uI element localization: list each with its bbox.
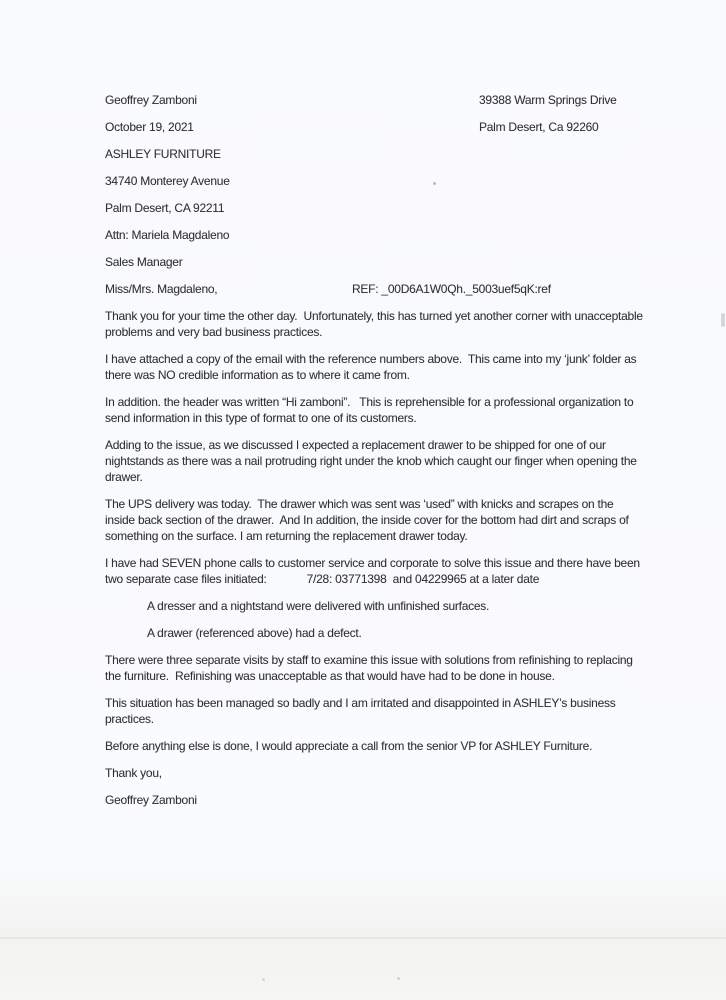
recipient-street: 34740 Monterey Avenue [105, 174, 230, 188]
letter-paragraph: I have attached a copy of the email with the reference numbers above. This came into my ‘junk’ folder as there was NO credible information as to where it came from. [105, 352, 640, 382]
scan-artifact-mark [156, 799, 158, 803]
letter-content [105, 92, 645, 819]
scan-artifact-dot [397, 977, 400, 980]
case-files-intro: I have had SEVEN phone calls to customer service and corporate to solve this issue and there have been two separate case files initiated: [105, 556, 643, 586]
attention-title: Sales Manager [105, 255, 183, 269]
letter-paragraph: This situation has been managed so badly and I am irritated and disappointed in ASHLEY’s business practices. [105, 696, 619, 726]
sender-street: 39388 Warm Springs Drive [479, 93, 617, 107]
letter-paragraph: In addition. the header was written “Hi zamboni”. This is reprehensible for a professional organization to send information in this type of format to one of its customers. [105, 395, 637, 425]
scan-artifact-dot [262, 978, 265, 981]
sender-return-address [479, 92, 649, 146]
letter-paragraph: There were three separate visits by staff to examine this issue with solutions from refinishing to replacing the furniture. Refinishing was unacceptable as that would have had to be done in house. [105, 653, 636, 683]
letter-paragraph: Before anything else is done, I would appreciate a call from the senior VP for ASHLEY Furniture. [105, 739, 593, 753]
letter-date: October 19, 2021 [105, 120, 194, 134]
sender-name: Geoffrey Zamboni [105, 93, 197, 107]
scan-artifact-dot [433, 182, 436, 185]
scan-artifact-edge-mark [721, 313, 725, 327]
letter-paragraph: Adding to the issue, as we discussed I expected a replacement drawer to be shipped for one of our nightstands as there was a nail protruding right under the knob which caught our finger when opening the drawer. [105, 438, 640, 484]
signature-name: Geoffrey Zamboni [105, 793, 197, 807]
closing: Thank you, [105, 766, 162, 780]
issue-item: A dresser and a nightstand were delivered with unfinished surfaces. [147, 599, 490, 613]
scan-artifact-streak [0, 937, 726, 939]
letter-paragraph: Thank you for your time the other day. Unfortunately, this has turned yet another corner with unacceptable problems and very bad business practices. [105, 309, 646, 339]
issue-item: A drawer (referenced above) had a defect. [147, 626, 362, 640]
reference-code: REF: _00D6A1W0Qh._5003uef5qK:ref [352, 282, 551, 296]
letter-paragraph-case-files [105, 555, 645, 587]
recipient-city: Palm Desert, CA 92211 [105, 201, 225, 215]
case-file-numbers: 7/28: 03771398 and 04229965 at a later date [306, 572, 540, 586]
salutation: Miss/Mrs. Magdaleno, [105, 282, 218, 296]
salutation-line [105, 281, 645, 297]
sender-city: Palm Desert, Ca 92260 [479, 120, 599, 134]
letter-paragraph: The UPS delivery was today. The drawer which was sent was ‘used” with knicks and scrapes on the inside back section of the drawer. And In addition, the inside cover for the bottom had dirt and scraps of something on the surface. I am returning the replacement drawer today. [105, 497, 632, 543]
recipient-company: ASHLEY FURNITURE [105, 147, 221, 161]
attention-line: Attn: Mariela Magdaleno [105, 228, 230, 242]
